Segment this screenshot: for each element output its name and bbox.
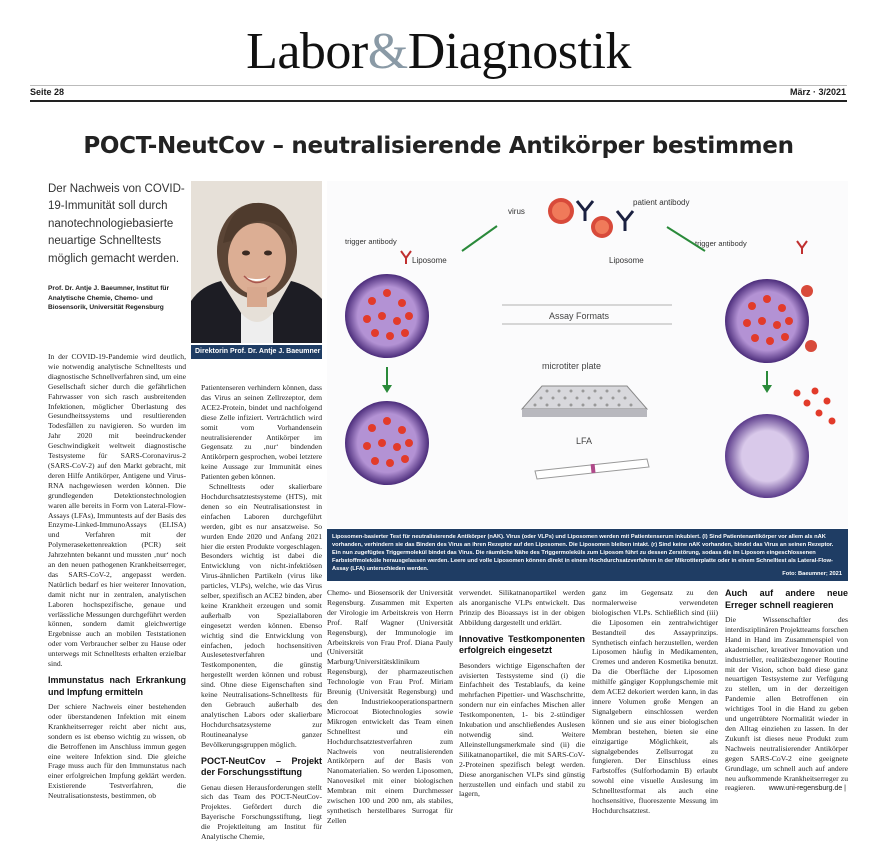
article-column-4: verwendet. Silikatnanopartikel werden als anorganische VLPs entwickelt. Das Prinzip des Bioassays ist in der obigen Abbildung dargestellt und erklärt. Innovative Testkomponenten erfolgreich eingesetzt Besonders wichtige Eigenschaften der avisierten Testsysteme sind (i) die Einfachheit des Testablaufs, da keine mehrfachen Pipettier- und Waschschritte, sondern nur ein einfaches Mischen aller Testkomponenten, 1- bis 2-stündiger Inkubation und anschließendes Auslesen notwendig sind. Weitere Alleinstellungsmerkmale sind (ii) die Silikatnanopartikel, die mit SARS-CoV-2-Proteinen spezifisch belegt werden. Diese anorganischen VLPs sind günstig herzustellen und einfach und stabil zu lagern,	[459, 588, 585, 799]
article-column-3: Chemo- und Biosensorik der Universität Regensburg. Zusammen mit Experten der Virologie im Arbeitskreis von Herrn Prof. Ralf Wagner (Universität Regensburg), der Immunologie im Arbeitskreis von Frau Prof. Diana Pauly (Universität Marburg/Universitätsklinikum Regensburg), der pharmazeutischen Technologie von Frau Prof. Miriam Breunig (Universität Regensburg) und den Industriekooperationspartnern Microcoat Biotechnologies sowie Mikrogen entwickelt das Team einen Schnelltest und ein Hochdurchsatztestverfahren zum Nachweis von neutralisierenden Antikörpern auf der Basis von Nanomaterialien. So werden Liposomen, Nanovesikel mit einer biologischen Membran mit einem Durchmesser zwischen 100 und 200 nm, als stabiles, synthetisch herstellbares Surrogat für Zellen	[327, 588, 453, 825]
virus-icon	[591, 216, 613, 238]
trigger-antibody-label: trigger antibody	[345, 237, 397, 246]
liposome-icon	[725, 414, 809, 498]
masthead-logo: Labor&Diagnostik	[246, 23, 631, 80]
author-caption: Prof. Dr. Antje J. Baeumner, Institut für Analytische Chemie, Chemo- und Biosensorik, Universität Regensburg	[48, 285, 170, 311]
virus-icon	[548, 198, 574, 224]
footer-link[interactable]: www.uni-regensburg.de |	[768, 785, 846, 792]
photo-caption: Direktorin Prof. Dr. Antje J. Baeumner	[191, 345, 322, 359]
figure-source: Foto: Baeumner; 2021	[782, 571, 842, 577]
subheading: POCT-NeutCov – Projekt der Forschungsstiftung	[201, 755, 322, 778]
liposome-icon	[725, 279, 809, 363]
page-title: POCT-NeutCov – neutralisierende Antikörper bestimmen	[83, 133, 794, 159]
microtiter-label: microtiter plate	[542, 361, 602, 371]
trigger-antibody-label: trigger antibody	[695, 239, 747, 248]
assay-figure	[327, 181, 848, 528]
subheading: Innovative Testkomponenten erfolgreich eingesetzt	[459, 633, 585, 656]
portrait-photo	[191, 181, 322, 343]
article-column-6: Auch auf andere neue Erreger schnell reagieren Die Wissenschaftler des interdisziplinären Projektteams forschen Hand in Hand im Zusammenspiel von akademischer, kreativer Innovation und industrieller, realitätsbezogener Routine mit der Vision, schon bald diese ganz neuartigen Testsysteme zur Verfügung zu stellen, um in der derzeitigen Pandemie allen Betroffenen ein wichtiges Tool in die Hand zu geben und ungetrübtere Normalität wieder in den Alltag einziehen zu lassen. In der Zukunft ist dieses neue Produkt zum Nachweis neutralisierender Antikörper gegen SARS-CoV-2 eine geeignete Grundlage, um schnell auch auf andere neu aufkommende Krankheitserreger zu reagieren.	[725, 588, 848, 793]
article-column-5: ganz im Gegensatz zu den normalerweise verwendeten biologischen VLPs. Schließlich sind (iii) die Liposomen ein zentralwichtiger Bestandteil des Assayprinzips. Synthetisch einfach herzustellen, werden Liposomen häufig in Medikamenten, Cremes und anderen Kosmetika benutzt. Da die Oberfläche der Liposomen mithilfe gängiger Kopplungschemie mit dem ACE2 dekoriert werden kann, in das innere Volumen große Mengen an Signalgebern einschlossen werden können und sie aus einer biologischen Membran bestehen, bieten sie eine einzigartige Möglichkeit, als signalgebendes Zellsurrogat zu fungieren. Der Einschluss eines Farbstoffes (Sulforhodamin B) erlaubt sowohl eine visuelle Auslesung im Schnelltestformat als auch eine hochsensitive, fluoreszente Messung im Hochdurchsatztest.	[592, 588, 718, 815]
patient-antibody-label: patient antibody	[633, 198, 690, 207]
subheading: Auch auf andere neue Erreger schnell reagieren	[725, 588, 848, 610]
lead-text: Der Nachweis von COVID-19-Immunität soll durch nanotechnologiebasierte neuartige Schnelltests möglich gemacht werden.	[48, 183, 185, 265]
liposome-icon	[345, 274, 429, 358]
microtiter-plate-icon	[522, 386, 647, 417]
article-column-1: In der COVID-19-Pandemie wird deutlich, wie notwendig analytische Schnelltests und diagnostische Schnellverfahren sind, um eine Gesellschaft sicher durch die gefährlichen Fahrwasser von sich rasch ausbreitenden Infektionen, möglicher Überlastung des Gesundheitssystems und resultierenden Todesfällen zu navigieren. So wurden im Jahr 2020 mit beeindruckender Geschwindigkeit weltweit diagnostische Testsysteme für SARS-Coronavirus-2 (SARS-CoV-2) auf den Markt gebracht, mit deren Hilfe Antikörper, Antigene und Virus-RNA nachgewiesen werden können. Die grundlegenden Detektionstechnologien waren alle bereits in Form von Lateral-Flow-Assays (LFAs), Immuntests auf der Basis des Enzyme-Linked-ImmunoAssays (ELISA) und Verfahren mit der Polymerasekettenreaktion (PCR) seit Jahrzehnten bekannt und mussten ‚nur‘ noch an den neuen pathogenen Krankheitserreger, das SARS-CoV-2, angepasst werden. Natürlich bedarf es hier weiterer Innovation, damit nicht nur in zentralen, analytischen Laboren hochspezifische, genaue und verlässliche Messungen durchgeführt werden können, sondern damit gleichwertige Ergebnisse auch an mobilen Teststationen oder vom Verbraucher selber zu Hause oder unterwegs mit Schnelltests erhalten erzielbar sind. Immunstatus nach Erkrankung und Impfung ermitteln Der schiere Nachweis einer bestehenden oder überstandenen Infektion mit einem Krankheitserreger reicht aber nicht aus, sondern es ist ebenso wichtig zu wissen, ob die Betroffenen im Anschluss immun gegen eine weitere Infektion sind. Die gleiche Frage muss auch für den Immunstatus nach einer erfolgreichen Impfung geklärt werden. Existierende Testverfahren, die Neutralisationstests, bestimmen, ob	[48, 352, 187, 801]
liposome-label: Liposome	[412, 256, 447, 265]
virus-label: virus	[508, 207, 525, 216]
liposome-icon	[345, 401, 429, 485]
divider	[30, 85, 847, 86]
article-column-2: Patientenseren verhindern können, dass das Virus an seinen Zellrezeptor, dem ACE2-Protein, bindet und nachfolgend diese Zelle infiziert. Verträchtlich wird somit vom Vorhandensein neutralisierender Antikörper im Gegensatz zu ‚nur‘ bindenden Antikörpern gesprochen, wobei letztere keine Aussage zur Immunität eines Patienten geben können. Schnelltests oder skalierbare Hochdurchsatztestsysteme (HTS), mit denen so ein Neutralisationstest in einfachen Laboren durchgeführt werden, gibt es nur ansatzweise. So wurden Ende 2020 und Anfang 2021 hier die ersten Produkte vorgeschlagen. Besonders wichtig ist dabei die Entwicklung von nicht-infektiösen Virus-ähnlichen Partikeln (virus like particles, VLPs), welche, wie das Virus selber, spezifisch an ACE2 binden, aber keine Krankheit erzeugen und somit außerhalb von Speziallaboren eingesetzt werden können. Ebenso wichtig sind die Entwicklung von einfachen, jedoch hochsensitiven Auslesetestverfahren und Testkomponenten, die günstig hergestellt werden können und robust sind. Ohne diese Eigenschaften sind keine Neutralisations-Schnelltests für den Gebrauch außerhalb des analytischen Labors oder skalierbare Hochdurchsatzsysteme zur Routineanalyse ganzer Bevölkerungsgruppen möglich. POCT-NeutCov – Projekt der Forschungsstiftung Genau diesen Herausforderungen stellt sich das Team des POCT-NeutCov-Projektes. Gefördert durch die Bayerische Forschungsstiftung, liegt die Projektleitung am Institut für Analytische Chemie,	[201, 383, 322, 842]
assay-formats-label: Assay Formats	[549, 311, 610, 321]
liposome-label: Liposome	[609, 256, 644, 265]
divider	[30, 100, 847, 102]
subheading: Immunstatus nach Erkrankung und Impfung ermitteln	[48, 675, 186, 697]
figure-caption: Liposomen-basierter Test für neutralisierende Antikörper (nAK). Virus (oder VLPs) und Liposomen werden mit Patientenserum inkubiert. (l) Sind Patientenantikörper vor allem als nAK vorhanden, verhindern sie das Binden des Virus an ihren Rezeptor auf den Liposomen. Die Liposomen bleiben intakt. (r) Sind keine nAK vorhanden, bindet das Virus an seinen Rezeptor. Ein nun zugefügtes Triggermolekül bindet das Virus. Die räumliche Nähe des Triggermoleküls zum Liposom führt zu dessen Zerstörung, sodass die im Liposom eingeschlossenen Farbstoffmoleküle herausgelassen werden. Leere und volle Liposomen können direkt in einem Hochdurchsatzverfahren in der Mikrotiterplatte oder in einem Schnelltest als Lateral-Flow-Assay (LFA) unterschieden werden. Foto: Baeumner; 2021	[327, 529, 848, 581]
page-number: Seite 28	[30, 87, 65, 97]
issue-date: März · 3/2021	[789, 87, 846, 97]
lfa-label: LFA	[576, 436, 593, 446]
